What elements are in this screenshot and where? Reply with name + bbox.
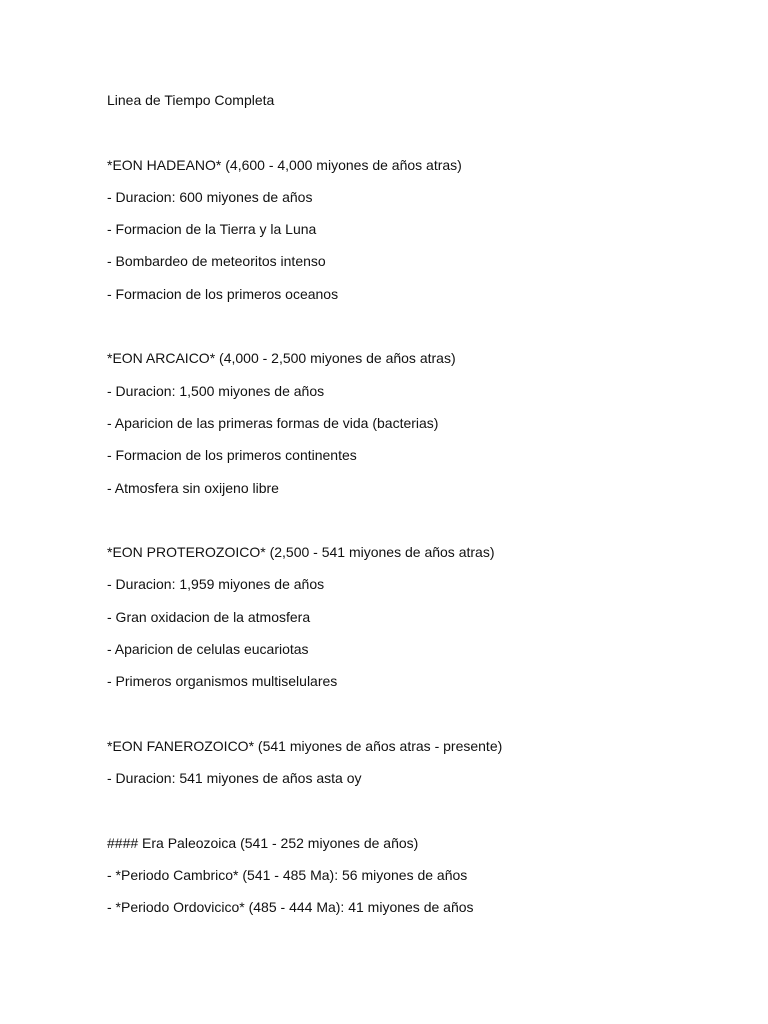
list-item: - Formacion de los primeros continentes xyxy=(107,447,357,464)
list-item: - Duracion: 541 miyones de años asta oy xyxy=(107,770,362,787)
list-item: - Duracion: 1,500 miyones de años xyxy=(107,382,325,399)
list-item: - Duracion: 1,959 miyones de años xyxy=(107,576,325,593)
spacer xyxy=(107,318,727,335)
document-title: Linea de Tiempo Completa xyxy=(107,92,275,108)
document-page xyxy=(107,92,727,932)
spacer xyxy=(107,706,727,723)
list-item: - Gran oxidacion de la atmosfera xyxy=(107,608,311,625)
section-heading-paleozoica: #### Era Paleozoica (541 - 252 miyones de años) xyxy=(107,834,419,851)
list-item: - Formacion de la Tierra y la Luna xyxy=(107,221,317,238)
list-item: - Formacion de los primeros oceanos xyxy=(107,285,339,302)
section-heading-fanerozoico: *EON FANEROZOICO* (541 miyones de años atras - presente) xyxy=(107,737,503,754)
list-item: - *Periodo Cambrico* (541 - 485 Ma): 56 miyones de años xyxy=(107,867,468,884)
section-heading-hadeano: *EON HADEANO* (4,600 - 4,000 miyones de años atras) xyxy=(107,156,462,173)
spacer xyxy=(107,124,727,141)
list-item: - Duracion: 600 miyones de años xyxy=(107,188,313,205)
section-heading-arcaico: *EON ARCAICO* (4,000 - 2,500 miyones de años atras) xyxy=(107,350,456,367)
spacer xyxy=(107,512,727,529)
list-item: - Atmosfera sin oxijeno libre xyxy=(107,479,279,496)
list-item: - Bombardeo de meteoritos intenso xyxy=(107,253,326,270)
list-item: - Aparicion de celulas eucariotas xyxy=(107,641,309,658)
section-heading-proterozoico: *EON PROTEROZOICO* (2,500 - 541 miyones de años atras) xyxy=(107,544,495,561)
list-item: - Aparicion de las primeras formas de vida (bacterias) xyxy=(107,414,439,431)
list-item: - *Periodo Ordovicico* (485 - 444 Ma): 41 miyones de años xyxy=(107,899,474,916)
spacer xyxy=(107,803,727,820)
list-item: - Primeros organismos multiselulares xyxy=(107,673,338,690)
